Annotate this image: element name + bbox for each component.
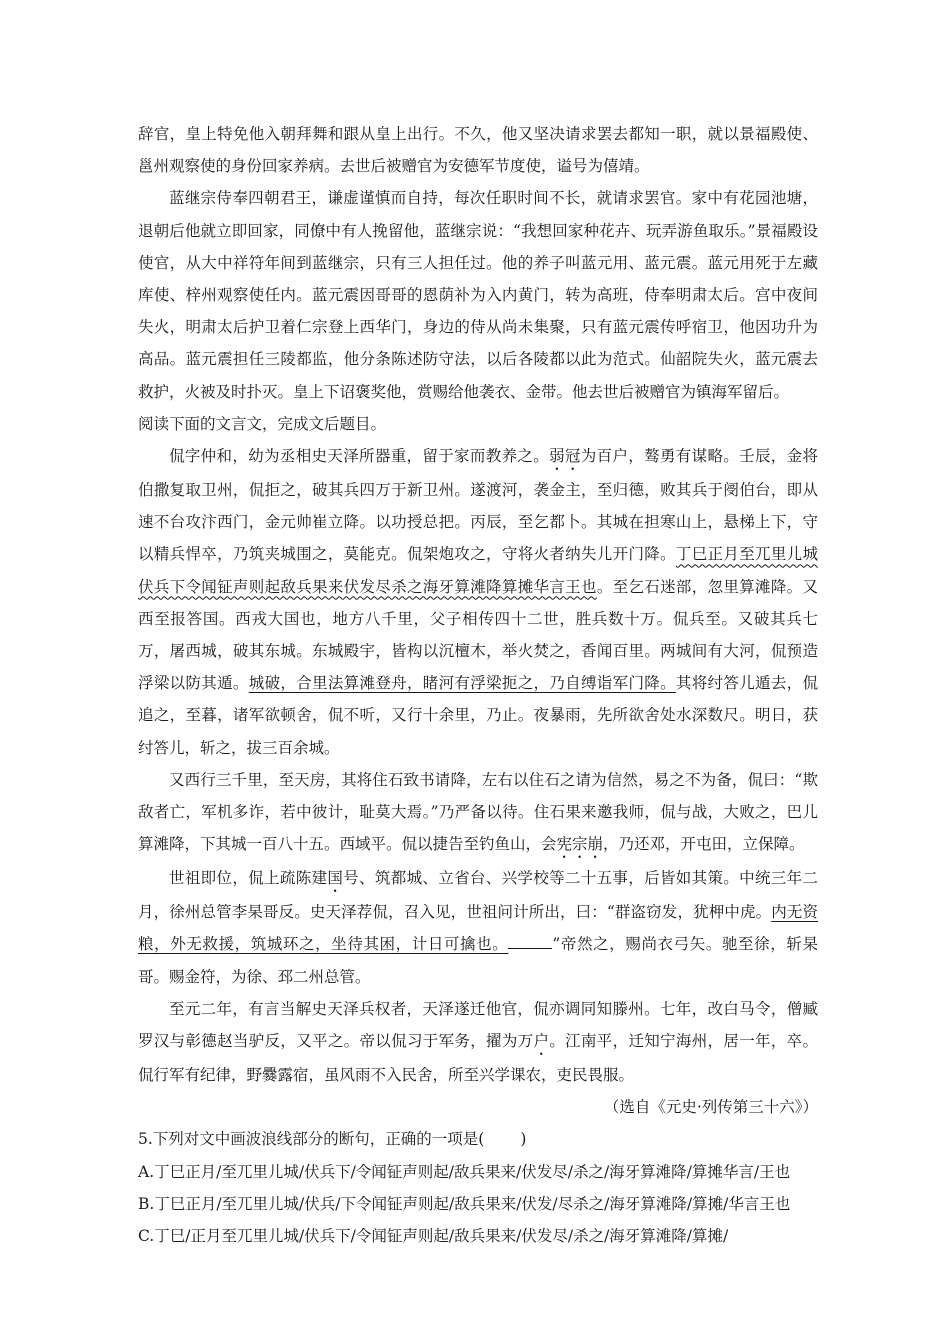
passage-paragraph-2: 又西行三千里，至天房，其将住石致书请降，左右以住石之请为信然，易之不为备，侃曰：“欺敌者亡，军机多诈，若中彼计，耻莫大焉。”乃严备以待。住石果来邀我师，侃与战，大败之，巴儿算滩降，下其城一百八十五。西域平。侃以捷告至钓鱼山，会宪宗崩，乃还邓，开屯田，立保障。 bbox=[138, 770, 818, 854]
underlined-sentence-2: 内无资粮，外无救援，筑城环之，坐待其困，计日可擒也。 bbox=[138, 903, 818, 954]
passage-paragraph-4: 至元二年，有言当解史天泽兵权者，天泽遂迁他官，侃亦调同知滕州。七年，改白马令，僧臧罗汉与彰德赵当驴反，又平之。帝以侃习于军务，擢为万户。江南平，迁知宁海州，居一年，卒。侃行军有纪律，野爨露宿，虽风雨不入民舍，所至兴学课农，吏民畏服。 bbox=[138, 999, 818, 1085]
question-stem: 5.下列对文中画波浪线部分的断句，正确的一项是( ) bbox=[138, 1130, 527, 1149]
passage-paragraph-1: 侃字仲和，幼为丞相史天泽所器重，留于家而教养之。弱冠为百户，骜勇有谋略。壬辰，金将伯撒复取卫州，侃拒之，破其兵四万于新卫州。遂渡河，袭金主，至归德，败其兵于阌伯台，即从速不台攻汴西门，金元帅崔立降。以功授总把。丙辰，至乞都卜。其城在担寒山上，悬梯上下，守以精兵悍卒，乃筑夹城围之，莫能克。侃架炮攻之，守将火者纳失儿开门降。丁巳正月至兀里儿城伏兵下令闻钲声则起敌兵果来伏发尽杀之海牙算滩降算摊华言王也。至乞石迷部，忽里算滩降。又西至报答国。西戎大国也，地方八千里，父子相传四十二世，胜兵数十万。侃兵至。又破其兵七万，屠西城，破其东城。东城殿宇，皆构以沉檀木，举火焚之，香闻百里。两城间有大河，侃预造浮梁以防其遁。城破，合里法算滩登舟，睹河有浮梁扼之，乃自缚诣军门降。其将纣答儿遁去，侃追之，至暮，诸军欲顿舍，侃不听，又行十余里，乃止。夜暴雨，先所欲舍处水深数尺。明日，获纣答儿，斩之，拔三百余城。 bbox=[138, 447, 818, 757]
option-c[interactable]: C.丁巳/正月至兀里儿城/伏兵下/令闻钲声则起/敌兵果来/伏发尽/杀之/海牙算滩降/算摊/ bbox=[138, 1227, 729, 1246]
wavy-underlined-text: 丁巳正月至兀里儿城伏兵下令闻钲声则起敌兵果来伏发尽杀之海牙算滩降算摊华言王也 bbox=[138, 545, 818, 596]
underlined-sentence-1: 城破，合里法算滩登舟，睹河有浮梁扼之，乃自缚诣军门降。 bbox=[248, 674, 676, 693]
dotted-term: 户 bbox=[533, 1032, 550, 1051]
option-b[interactable]: B.丁巳正月/至兀里儿城/伏兵/下令闻钲声则起/敌兵果来/伏发/尽杀之/海牙算滩降/算摊/华言王也 bbox=[138, 1194, 791, 1213]
dotted-term: 宪宗崩 bbox=[556, 835, 604, 854]
reading-instruction: 阅读下面的文言文，完成文后题目。 bbox=[138, 414, 387, 433]
option-a[interactable]: A.丁巳正月/至兀里儿城/伏兵下/令闻钲声则起/敌兵果来/伏发尽/杀之/海牙算滩降/算摊华言/王也 bbox=[138, 1162, 791, 1181]
paragraph-1: 辞官，皇上特免他入朝拜舞和跟从皇上出行。不久，他又坚决请求罢去都知一职，就以景福殿使、邕州观察使的身份回家养病。去世后被赠官为安德军节度使，谥号为僖靖。 bbox=[138, 125, 818, 176]
answer-blank bbox=[508, 947, 552, 949]
dotted-term: 弱冠 bbox=[549, 447, 581, 466]
passage-paragraph-3: 世祖即位，侃上疏陈建国号、筑都城、立省台、兴学校等二十五事，后皆如其策。中统三年二月，徐州总管李杲哥反。史天泽荐侃，召入见，世祖问计所出，曰：“群盗窃发，犹柙中虎。内无资粮，外无救援，筑城环之，坐待其困，计日可擒也。 ”帝然之，赐尚衣弓矢。驰至徐，斩杲哥。赐金符，为徐、邳二州总管。 bbox=[138, 869, 818, 986]
document-page bbox=[138, 118, 818, 1252]
dotted-term: 国 bbox=[327, 869, 344, 888]
paragraph-2: 蓝继宗侍奉四朝君王，谦虚谨慎而自持，每次任职时间不长，就请求罢官。家中有花园池塘，退朝后他就立即回家，同僚中有人挽留他，蓝继宗说：“我想回家种花卉、玩弄游鱼取乐。”景福殿设使官，从大中祥符年间到蓝继宗，只有三人担任过。他的养子叫蓝元用、蓝元震。蓝元用死于左藏库使、梓州观察使任内。蓝元震因哥哥的恩荫补为入内黄门，转为高班，侍奉明肃太后。宫中夜间失火，明肃太后护卫着仁宗登上西华门，身边的侍从尚未集聚，只有蓝元震传呼宿卫，他因功升为高品。蓝元震担任三陵都监，他分条陈述防守法，以后各陵都以此为范式。仙韶院失火，蓝元震去救护，火被及时扑灭。皇上下诏褒奖他，赏赐给他袭衣、金带。他去世后被赠官为镇海军留后。 bbox=[138, 189, 818, 401]
source-citation: （选自《元史·列传第三十六》） bbox=[603, 1098, 818, 1117]
